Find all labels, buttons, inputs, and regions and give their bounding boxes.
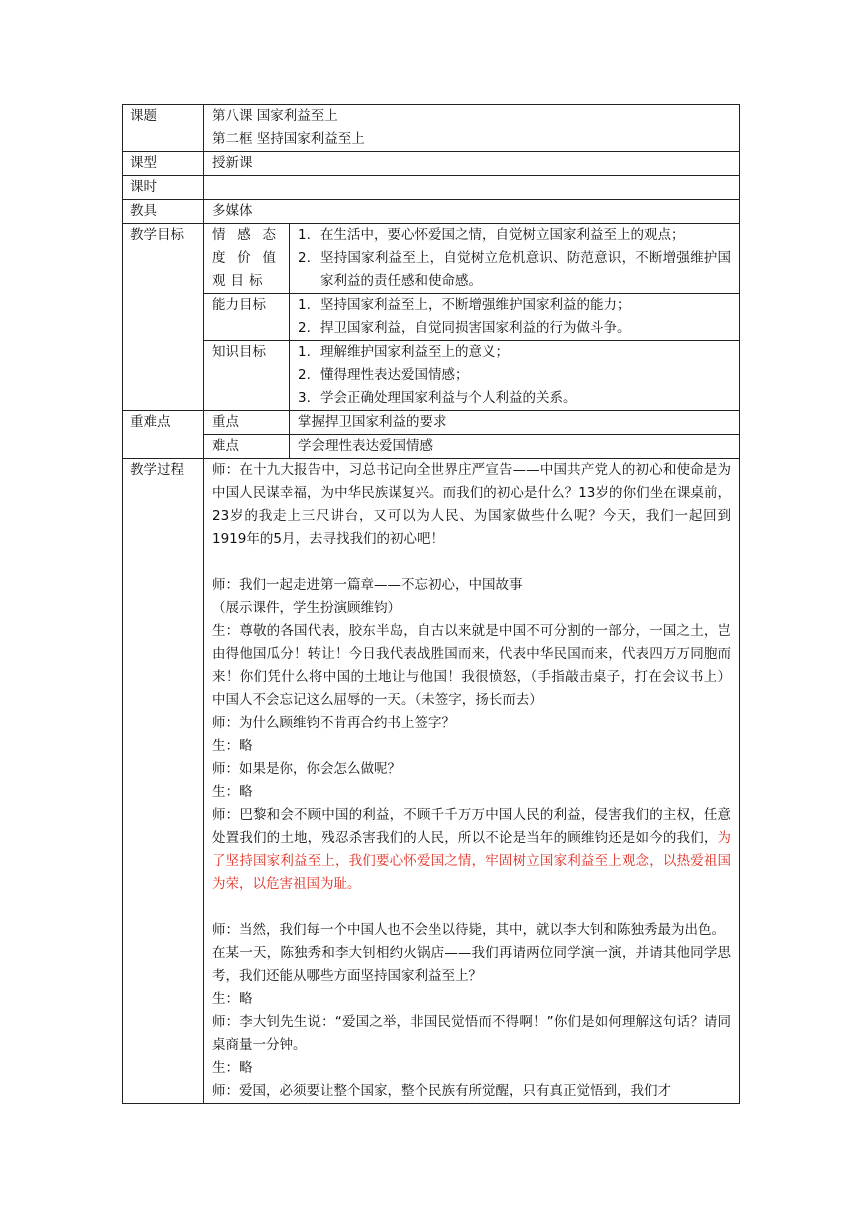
difficult-value: 学会理性表达爱国情感 [290,435,740,459]
emotion-goal-list [290,224,740,294]
lesson-plan-table [122,104,740,1104]
highlight-text: 为了坚持国家利益至上，我们要心怀爱国之情，牢固树立国家利益至上观念，以热爱祖国为荣，以危害祖国为耻。 [212,830,732,892]
topic-label: 课题 [123,105,204,152]
process-paragraph: 生：略 [212,738,253,754]
key-value: 掌握捍卫国家利益的要求 [290,411,740,435]
list-item: 3. 学会正确处理国家利益与个人利益的关系。 [298,390,577,406]
process-text: 师：巴黎和会不顾中国的利益，不顾千千万万中国人民的利益，侵害我们的主权，任意处置我们的土地，残忍杀害我们的人民，所以不论是当年的顾维钧还是如今的我们， [212,807,732,846]
emotion-goal-label: 情感态度价值观目标 [204,224,290,294]
objectives-label: 教学目标 [123,224,204,411]
difficult-label: 难点 [204,435,290,459]
list-item: 2. 坚持国家利益至上，自觉树立危机意识、防范意识，不断增强维护国家利益的责任感和使命感。 [298,250,732,289]
process-paragraph: 生：略 [212,991,253,1007]
list-item: 2. 懂得理性表达爱国情感； [298,367,469,383]
topic-value [204,105,740,152]
process-paragraph: 生：尊敬的各国代表，胶东半岛，自古以来就是中国不可分割的一部分，一国之土，岂由得他国瓜分！转让！今日我代表战胜国而来，代表中华民国而来，代表四万万同胞而来！你们凭什么将中国的土地让与他国！我很愤怒，（手指敲击桌子，打在会议书上）中国人不会忘记这么屈辱的一天。（未签字，扬长而去） [212,623,732,708]
hours-row [123,176,740,200]
process-paragraph: 师：我们一起走进第一篇章——不忘初心，中国故事 [212,577,523,593]
process-label: 教学过程 [123,459,204,1104]
list-item: 2. 捍卫国家利益，自觉同损害国家利益的行为做斗争。 [298,320,631,336]
objectives-emotion-row [123,224,740,294]
process-row [123,459,740,1104]
process-paragraph: 师：为什么顾维钧不肯再合约书上签字？ [212,715,455,731]
hours-label: 课时 [123,176,204,200]
type-label: 课型 [123,152,204,176]
process-paragraph: （展示课件，学生扮演顾维钧） [212,600,401,616]
process-paragraph [212,804,731,896]
topic-row [123,105,740,152]
tools-row [123,200,740,224]
process-paragraph: 在某一天，陈独秀和李大钊相约火锅店——我们再请两位同学演一演，并请其他同学思考，我们还能从哪些方面坚持国家利益至上？ [212,945,732,984]
type-row [123,152,740,176]
key-label: 重点 [204,411,290,435]
spacer [212,896,731,919]
process-paragraph: 师：当然，我们每一个中国人也不会坐以待毙，其中，就以李大钊和陈独秀最为出色。 [212,922,725,938]
topic-line-2: 第二框 坚持国家利益至上 [212,131,365,147]
keypoint-row [123,411,740,435]
hours-value [204,176,740,200]
difficult-row [123,435,740,459]
knowledge-goal-label: 知识目标 [204,341,290,411]
spacer [212,551,731,574]
process-paragraph: 师：如果是你，你会怎么做呢？ [212,761,401,777]
ability-goal-label: 能力目标 [204,294,290,341]
topic-line-1: 第八课 国家利益至上 [212,108,338,124]
list-item: 1. 在生活中，要心怀爱国之情，自觉树立国家利益至上的观点； [298,227,685,243]
objectives-ability-row [123,294,740,341]
objectives-knowledge-row [123,341,740,411]
process-paragraph: 师：爱国，必须要让整个国家，整个民族有所觉醒，只有真正觉悟到，我们才 [212,1083,671,1099]
process-paragraph: 师：在十九大报告中，习总书记向全世界庄严宣告——中国共产党人的初心和使命是为中国人民谋幸福，为中华民族谋复兴。而我们的初心是什么？13岁的你们坐在课桌前，23岁的我走上三尺讲台，又可以为人民、为国家做些什么呢？今天，我们一起回到1919年的5月，去寻找我们的初心吧！ [212,462,732,547]
keypoints-label: 重难点 [123,411,204,459]
tools-label: 教具 [123,200,204,224]
type-value: 授新课 [204,152,740,176]
tools-value: 多媒体 [204,200,740,224]
ability-goal-list [290,294,740,341]
process-content [204,459,740,1104]
process-paragraph: 生：略 [212,784,253,800]
process-paragraph: 生：略 [212,1060,253,1076]
process-paragraph: 师：李大钊先生说：“爱国之举，非国民觉悟而不得啊！”你们是如何理解这句话？请同桌商量一分钟。 [212,1014,732,1053]
list-item: 1. 理解维护国家利益至上的意义； [298,344,509,360]
knowledge-goal-list [290,341,740,411]
list-item: 1. 坚持国家利益至上，不断增强维护国家利益的能力； [298,297,631,313]
